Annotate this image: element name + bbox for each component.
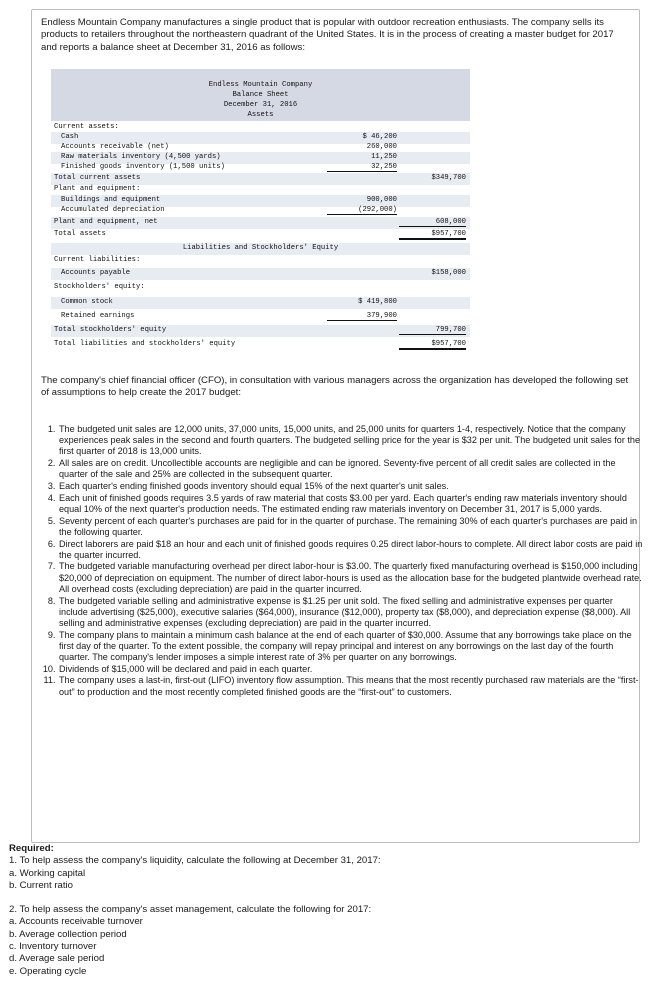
row-total-liabilities-equity: Total liabilities and stockholders' equity $957,700 (54, 340, 466, 348)
row-liabilities-heading: Liabilities and Stockholders' Equity (51, 243, 470, 255)
sheet-date: December 31, 2016 (223, 101, 298, 109)
row-retained-earnings: Retained earnings 379,900 (61, 312, 397, 320)
row-current-liabilities: Current liabilities: (54, 256, 141, 264)
assumption-item: 8. The budgeted variable selling and administrative expense is $1.25 per unit sold. The fixed selling and administrative expenses per quarter include advertising ($25,000), executive salaries ($64,000), insurance ($12,000), property tax ($8,000), and depreciation expense ($8,000). All selling and administrative expenses (excluding depreciation) are paid in the quarter incurred. (58, 596, 644, 630)
row-total-stockholders-equity: Total stockholders' equity 799,700 (51, 325, 470, 337)
row-total-assets: Total assets $957,700 (54, 230, 466, 238)
row-stockholders-equity: Stockholders' equity: (54, 283, 145, 291)
assumption-item: 10. Dividends of $15,000 will be declared and paid in each quarter. (58, 664, 644, 675)
question-2: 2. To help assess the company's asset management, calculate the following for 2017: (9, 904, 372, 916)
row-accounts-payable: Accounts payable $158,000 (51, 268, 470, 280)
question-1: 1. To help assess the company's liquidity, calculate the following at December 31, 2017: (9, 855, 381, 867)
question-1b: b. Current ratio (9, 879, 73, 891)
cfo-paragraph: The company's chief financial officer (CFO), in consultation with various managers across the organization has developed the following set of assumptions to help create the 2017 budget: (41, 375, 629, 399)
row-cash: Cash $ 46,200 (51, 132, 470, 144)
question-2e: e. Operating cycle (9, 965, 87, 977)
question-2b: b. Average collection period (9, 928, 127, 940)
assumption-item: 6. Direct laborers are paid $18 an hour and each unit of finished goods requires 0.25 direct labor-hours to complete. All direct labor costs are paid in the quarter incurred. (58, 539, 644, 561)
row-buildings: Buildings and equipment 900,000 (51, 195, 470, 207)
problem-panel (31, 9, 643, 843)
row-raw-materials: Raw materials inventory (4,500 yards) 11,250 (51, 152, 470, 164)
assumptions-list (41, 424, 644, 698)
assumption-item: 2. All sales are on credit. Uncollectible accounts are negligible and can be ignored. Seventy-five percent of all credit sales are collected in the quarter of the sale and 25% are collected in the subsequent quarter. (58, 458, 644, 480)
question-2c: c. Inventory turnover (9, 941, 97, 953)
row-finished-goods: Finished goods inventory (1,500 units) 32,250 (61, 163, 397, 171)
intro-paragraph: Endless Mountain Company manufactures a single product that is popular with outdoor recreation enthusiasts. The company sells its products to retailers throughout the northeastern quadrant of the United States. It is in the process of creating a master budget for 2017 and reports a balance sheet at December 31, 2016 as follows: (41, 17, 614, 53)
row-common-stock: Common stock $ 419,800 (51, 297, 470, 309)
assumption-item: 5. Seventy percent of each quarter's purchases are paid for in the quarter of purchase. The remaining 30% of each quarter's purchases are paid in the following quarter. (58, 516, 644, 538)
row-total-current-assets: Total current assets $349,700 (51, 173, 470, 185)
assumption-item: 3. Each quarter's ending finished goods inventory should equal 15% of the next quarter's unit sales. (58, 481, 644, 492)
row-plant-net: Plant and equipment, net 608,000 (51, 217, 470, 229)
company-name: Endless Mountain Company (208, 81, 313, 89)
row-current-assets: Current assets: (54, 123, 119, 131)
assumption-item: 7. The budgeted variable manufacturing overhead per direct labor-hour is $3.00. The quarterly fixed manufacturing overhead is $150,000 including $20,000 of depreciation on equipment. The number of direct labor-hours is used as the allocation base for the budgeted plantwide overhead rate. All overhead costs (excluding depreciation) are paid in the quarter incurred. (58, 561, 644, 595)
assumption-item: 11. The company uses a last-in, first-out (LIFO) inventory flow assumption. This means that the most recently purchased raw materials are the “first-out” to production and the most recently completed finished goods are the “first-out” to customers. (58, 675, 644, 697)
row-plant-equipment: Plant and equipment: (54, 185, 141, 193)
row-accounts-receivable: Accounts receivable (net) 260,000 (61, 143, 397, 151)
required-section (9, 843, 629, 978)
balance-sheet (51, 69, 470, 359)
sheet-title: Balance Sheet (232, 91, 289, 99)
required-heading: Required: (9, 843, 54, 854)
question-2a: a. Accounts receivable turnover (9, 916, 143, 928)
assets-heading: Assets (247, 111, 274, 119)
assumption-item: 1. The budgeted unit sales are 12,000 units, 37,000 units, 15,000 units, and 25,000 units for quarters 1-4, respectively. Notice that the company experiences peak sales in the second and fourth quarters. The budgeted selling price for the year is $32 per unit. The budgeted unit sales for the first quarter of 2018 is 13,000 units. (58, 424, 644, 458)
question-2d: d. Average sale period (9, 953, 105, 965)
balance-sheet-header (51, 69, 470, 121)
assumption-item: 4. Each unit of finished goods requires 3.5 yards of raw material that costs $3.00 per yard. Each quarter's ending raw materials inventory should equal 10% of the next quarter's production needs. The estimated ending raw materials inventory on December 31, 2017 is 5,000 yards. (58, 493, 644, 515)
row-accumulated-depreciation: Accumulated depreciation (292,000) (61, 206, 397, 214)
assumption-item: 9. The company plans to maintain a minimum cash balance at the end of each quarter of $30,000. Assume that any borrowings take place on the first day of the quarter. To the extent possible, the company will repay principal and interest on any borrowings on the last day of the fourth quarter. The company's lender imposes a simple interest rate of 3% per quarter on any borrowings. (58, 630, 644, 664)
question-1a: a. Working capital (9, 867, 86, 879)
